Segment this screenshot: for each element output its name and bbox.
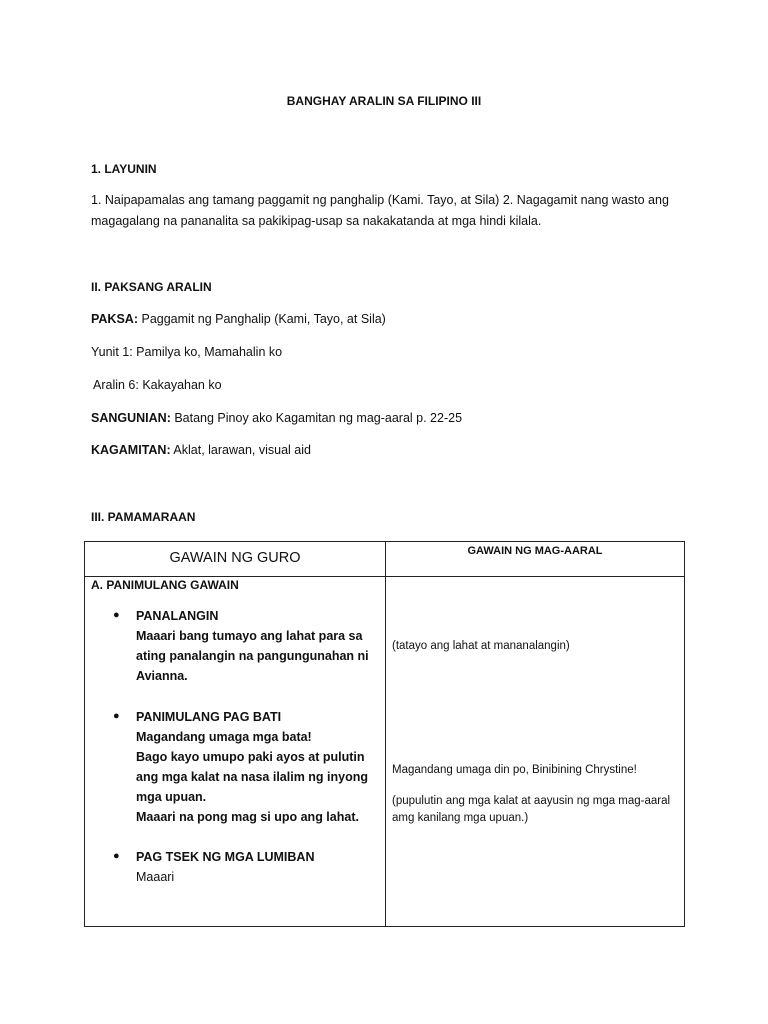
layunin-text: 1. Naipapamalas ang tamang paggamit ng panghalip (Kami. Tayo, at Sila) 2. Nagagamit nang wasto ang magagalang na pananalita sa pakikipag-usap sa nakakatanda at mga hindi kilala. bbox=[91, 193, 669, 228]
item-line: Maaari na pong mag si upo ang lahat. bbox=[136, 810, 359, 824]
column-header-guro: GAWAIN NG GURO bbox=[85, 542, 386, 577]
item-line: ating panalangin na pangungunahan ni bbox=[136, 649, 369, 663]
item-line: mga upuan. bbox=[136, 790, 207, 804]
item-line: Bago kayo umupo paki ayos at pulutin bbox=[136, 750, 365, 764]
item-title: PANALANGIN bbox=[136, 609, 219, 623]
section-paksang-aralin-heading: II. PAKSANG ARALIN bbox=[91, 280, 212, 294]
column-header-mag-aaral: GAWAIN NG MAG-AARAL bbox=[386, 542, 685, 577]
paksa-value: Paggamit ng Panghalip (Kami, Tayo, at Sila) bbox=[141, 312, 386, 326]
paksa-label: PAKSA: bbox=[91, 312, 138, 326]
list-item-lumiban bbox=[136, 847, 371, 887]
item-line: Maaari bbox=[136, 870, 175, 884]
response-pulutin-1: (pupulutin ang mga kalat at aayusin ng mga mag-aaral bbox=[392, 795, 671, 807]
mag-aaral-cell bbox=[386, 577, 685, 927]
bullet-icon: ● bbox=[113, 850, 120, 862]
kagamitan-label: KAGAMITAN: bbox=[91, 443, 171, 457]
sangunian-label: SANGUNIAN: bbox=[91, 411, 171, 425]
item-line: ang mga kalat na nasa ilalim ng inyong bbox=[136, 770, 369, 784]
sangunian-value: Batang Pinoy ako Kagamitan ng mag-aaral p. 22-25 bbox=[174, 411, 463, 425]
bullet-icon: ● bbox=[113, 609, 120, 621]
subsection-heading: A. PANIMULANG GAWAIN bbox=[91, 578, 239, 592]
section-pamamaraan-heading: III. PAMAMARAAN bbox=[91, 510, 196, 524]
response-pulutin-2: amg kanilang mga upuan.) bbox=[392, 812, 529, 824]
item-title: PANIMULANG PAG BATI bbox=[136, 710, 282, 724]
bullet-icon: ● bbox=[113, 710, 120, 722]
list-item-panalangin bbox=[136, 606, 371, 686]
list-item-pag-bati bbox=[136, 707, 371, 827]
response-bati: Magandang umaga din po, Binibining Chrystine! bbox=[392, 764, 637, 776]
pamamaraan-table bbox=[84, 541, 685, 927]
guro-cell bbox=[85, 577, 386, 927]
sangunian-line bbox=[91, 408, 462, 429]
item-line: Avianna. bbox=[136, 669, 188, 683]
yunit-line: Yunit 1: Pamilya ko, Mamahalin ko bbox=[91, 345, 283, 359]
kagamitan-value: Aklat, larawan, visual aid bbox=[173, 443, 311, 457]
item-title: PAG TSEK NG MGA LUMIBAN bbox=[136, 850, 315, 864]
kagamitan-line bbox=[91, 440, 311, 461]
aralin-line: Aralin 6: Kakayahan ko bbox=[93, 378, 222, 392]
item-line: Magandang umaga mga bata! bbox=[136, 730, 312, 744]
document-title: BANGHAY ARALIN SA FILIPINO III bbox=[286, 94, 482, 108]
paksa-line bbox=[91, 309, 386, 330]
item-line: Maaari bang tumayo ang lahat para sa bbox=[136, 629, 363, 643]
response-panalangin: (tatayo ang lahat at mananalangin) bbox=[392, 640, 570, 652]
section-layunin-heading: 1. LAYUNIN bbox=[91, 162, 157, 176]
